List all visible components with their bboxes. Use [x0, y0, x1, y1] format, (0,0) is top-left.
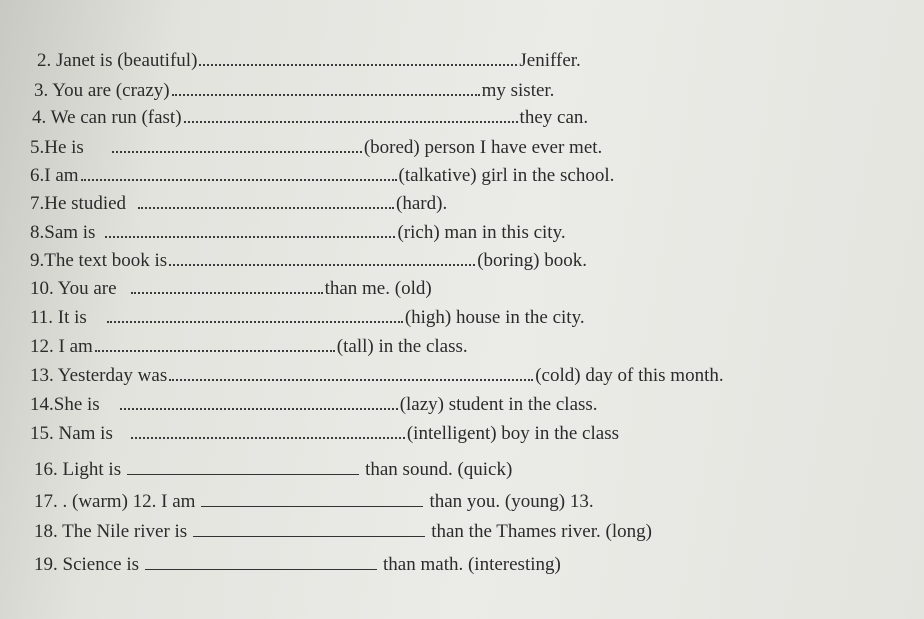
item-tail: (cold) day of this month. — [535, 365, 724, 386]
item-tail: than the Thames river. (long) — [431, 521, 652, 542]
item-prompt: 3. You are (crazy) — [34, 80, 170, 101]
exercise-line — [34, 491, 594, 513]
exercise-line — [30, 307, 585, 329]
item-tail: than sound. (quick) — [365, 459, 513, 480]
exercise-line — [30, 165, 614, 187]
answer-blank[interactable] — [184, 107, 518, 123]
item-prompt: 6.I am — [30, 165, 79, 186]
item-tail: (tall) in the class. — [336, 336, 468, 357]
item-tail: (boring) book. — [477, 250, 587, 271]
item-tail: (high) house in the city. — [404, 307, 585, 328]
exercise-line — [30, 250, 587, 272]
item-prompt: 11. It is — [30, 307, 87, 328]
answer-blank[interactable] — [105, 222, 395, 238]
item-prompt: 4. We can run (fast) — [32, 107, 182, 128]
item-prompt: 19. Science is — [34, 554, 140, 575]
item-prompt: 16. Light is — [34, 459, 122, 480]
item-tail: than you. (young) 13. — [429, 491, 594, 512]
item-prompt: 8.Sam is — [30, 222, 96, 243]
item-tail: Jeniffer. — [519, 50, 581, 71]
exercise-line — [34, 554, 561, 576]
answer-blank[interactable] — [127, 460, 359, 475]
exercise-line — [32, 107, 588, 129]
answer-blank[interactable] — [169, 365, 533, 381]
item-prompt: 9.The text book is — [30, 250, 168, 271]
answer-blank[interactable] — [169, 250, 475, 266]
item-tail: my sister. — [481, 80, 555, 101]
item-prompt: 7.He studied — [30, 193, 127, 214]
item-prompt: 5.He is — [30, 137, 84, 158]
answer-blank[interactable] — [81, 165, 397, 181]
exercise-line — [30, 394, 598, 416]
item-prompt: 14.She is — [30, 394, 100, 415]
item-tail: (bored) person I have ever met. — [363, 137, 603, 158]
item-tail: they can. — [519, 107, 589, 128]
exercise-line — [30, 278, 432, 300]
answer-blank[interactable] — [120, 394, 398, 410]
exercise-line — [30, 365, 724, 387]
exercise-line — [34, 80, 554, 102]
answer-blank[interactable] — [201, 492, 423, 507]
item-tail: (lazy) student in the class. — [399, 394, 598, 415]
item-tail: (intelligent) boy in the class — [406, 423, 619, 444]
item-tail: than me. (old) — [324, 278, 432, 299]
item-tail: (rich) man in this city. — [397, 222, 566, 243]
answer-blank[interactable] — [145, 555, 377, 570]
item-prompt: 18. The Nile river is — [34, 521, 188, 542]
item-tail: (talkative) girl in the school. — [398, 165, 615, 186]
answer-blank[interactable] — [172, 80, 480, 96]
answer-blank[interactable] — [131, 423, 405, 439]
answer-blank[interactable] — [138, 193, 394, 209]
item-prompt: 2. Janet is (beautiful) — [37, 50, 198, 71]
item-prompt: 15. Nam is — [30, 423, 113, 444]
answer-blank[interactable] — [199, 50, 517, 66]
answer-blank[interactable] — [131, 278, 323, 294]
item-tail: than math. (interesting) — [383, 554, 561, 575]
answer-blank[interactable] — [112, 137, 362, 153]
item-prompt: 13. Yesterday was — [30, 365, 168, 386]
item-prompt: 12. I am — [30, 336, 93, 357]
exercise-line — [37, 50, 581, 72]
exercise-line — [30, 137, 602, 159]
item-prompt: 10. You are — [30, 278, 117, 299]
item-prompt: 17. . (warm) 12. I am — [34, 491, 196, 512]
exercise-line — [34, 459, 512, 481]
item-tail: (hard). — [396, 193, 448, 214]
answer-blank[interactable] — [193, 522, 425, 537]
answer-blank[interactable] — [95, 336, 335, 352]
exercise-line — [34, 521, 652, 543]
answer-blank[interactable] — [107, 307, 403, 323]
exercise-line — [30, 193, 447, 215]
exercise-line — [30, 222, 566, 244]
exercise-line — [30, 423, 619, 445]
exercise-line — [30, 336, 468, 358]
